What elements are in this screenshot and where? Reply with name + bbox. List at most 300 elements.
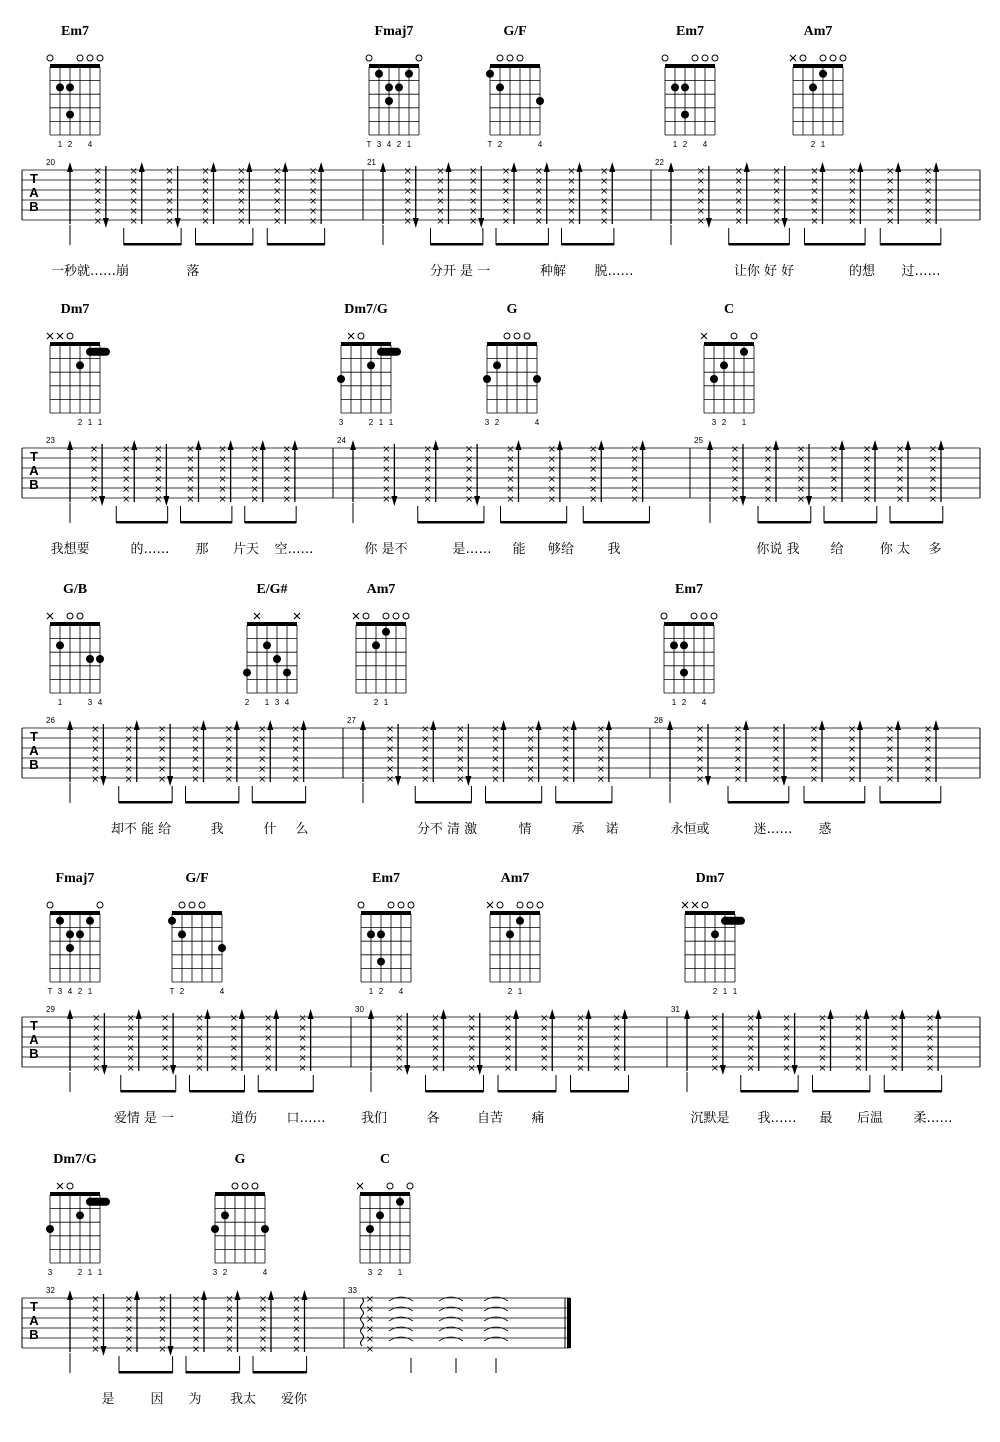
muted-note: × [165,206,174,217]
finger-number: 2 [378,987,384,996]
chord-diagram-g [211,1152,269,1277]
lyric-text: 爱你 [280,1392,308,1407]
muted-note: × [847,744,857,755]
finger-dot [66,944,74,952]
tab-clef-letter: T [30,1018,38,1033]
up-arrow-head [857,720,863,730]
strum-mark [782,1013,797,1075]
muted-note: × [576,1023,585,1034]
finger-dot [46,1225,54,1233]
down-arrow-head [720,1065,726,1075]
muted-note: × [696,166,706,177]
rhythm-beam [498,1090,556,1093]
muted-note: × [491,764,500,775]
finger-number: 1 [87,1268,93,1277]
strum-mark [380,162,386,224]
strum-mark [810,162,825,227]
up-arrow-head [441,1009,447,1019]
muted-note: × [540,1063,549,1074]
muted-note: × [730,484,740,495]
strum-mark [848,720,863,785]
muted-note: × [237,166,246,177]
strum-mark [90,444,105,506]
muted-note: × [847,764,857,775]
muted-note: × [403,216,412,227]
up-arrow-head [211,162,217,172]
muted-note: × [818,1053,827,1064]
chord-name: E/G# [256,582,288,597]
muted-note: × [423,444,432,455]
down-arrow-head [477,1065,483,1075]
muted-note: × [93,206,103,217]
chord-nut [664,622,714,626]
strum-mark [237,162,252,227]
muted-note: × [273,206,282,217]
muted-note: × [782,1053,791,1064]
strum-mark [731,444,746,506]
finger-number: 1 [406,140,412,149]
strum-mark [192,1290,207,1355]
chord-diagram-g-f [168,871,226,996]
finger-dot [96,655,104,663]
chord-nut [793,64,843,68]
lyric-text: 什 [263,822,277,837]
open-string-marker [702,55,708,61]
muted-note: × [423,454,432,465]
open-string-marker [199,902,205,908]
lyric-text: 你说 我 [756,542,800,557]
muted-note: × [308,176,318,187]
lyric-text: 口…… [286,1111,326,1126]
muted-note: × [186,454,195,465]
strum-mark [201,162,216,227]
muted-note: × [195,1013,204,1024]
muted-note: × [395,1043,404,1054]
muted-note: × [854,1023,863,1034]
muted-note: × [885,764,895,775]
muted-note: × [503,1023,513,1034]
finger-dot [486,70,494,78]
finger-dot [372,641,380,649]
finger-number: 1 [97,1268,103,1277]
muted-note: × [501,176,511,187]
finger-number: 4 [262,1268,268,1277]
muted-note: × [491,744,500,755]
muted-note: × [421,744,430,755]
chord-nut [341,342,391,346]
up-arrow-head [933,720,939,730]
muted-note: × [810,166,819,177]
open-string-marker [232,1183,238,1189]
muted-note: × [91,754,100,765]
muted-note: × [403,176,412,187]
muted-note: × [154,494,163,505]
muted-note: × [292,1314,301,1325]
strum-mark [165,166,180,228]
muted-note: × [734,196,743,207]
muted-note: × [92,1023,101,1034]
muted-note: × [886,216,895,227]
tab-clef-letter: B [29,477,39,492]
muted-note: × [730,454,740,465]
muted-note: × [526,774,535,785]
muted-note: × [923,216,933,227]
muted-note: × [589,494,598,505]
finger-dot [367,361,375,369]
muted-note: × [165,216,174,227]
chord-name: Em7 [675,582,703,597]
finger-number: 1 [57,140,63,149]
up-arrow-head [820,162,826,172]
tab-clef-letter: B [29,199,39,214]
up-arrow-head [828,1009,834,1019]
finger-dot [76,1211,84,1219]
muted-note: × [733,724,743,735]
open-string-marker [691,613,697,619]
muted-note: × [928,464,938,475]
muted-note: × [467,1043,476,1054]
finger-number: 4 [702,140,708,149]
up-arrow-head [938,440,944,450]
finger-number: T [366,140,372,149]
tab-clef-letter: A [29,1032,39,1047]
finger-dot [367,930,375,938]
lyric-text: 给 [830,542,844,557]
muted-note: × [157,774,167,785]
muted-note: × [218,454,227,465]
muted-note: × [93,186,103,197]
strum-mark [896,440,911,505]
muted-note: × [191,754,200,765]
measure-number: 28 [654,716,663,725]
muted-note: × [862,464,872,475]
lyric-text: 一秒就……崩 [50,264,130,279]
finger-dot [680,641,688,649]
chord-nut [665,64,715,68]
muted-note: × [126,1053,135,1064]
muted-note: × [547,454,557,465]
muted-note: × [258,1314,268,1325]
finger-number: 4 [534,418,540,427]
muted-note: × [829,484,839,495]
muted-note: × [612,1063,621,1074]
muted-note: × [895,494,905,505]
muted-note: × [89,494,99,505]
muted-note: × [154,454,163,465]
lyric-text: 迷…… [753,822,793,837]
muted-note: × [818,1033,827,1044]
lyric-text: 过…… [901,264,941,279]
tab-clef-letter: A [29,1313,39,1328]
muted-note: × [506,484,515,495]
strum-mark [540,1009,555,1074]
muted-note: × [540,1053,549,1064]
muted-note: × [829,494,839,505]
down-arrow-head [465,776,471,786]
muted-note: × [589,454,598,465]
finger-number: 4 [97,698,103,707]
up-arrow-head [292,440,298,450]
finger-dot [273,655,281,663]
muted-note: × [810,216,819,227]
muted-note: × [264,1023,273,1034]
rhythm-beam [486,801,542,804]
down-arrow-head [740,496,746,506]
muted-note: × [796,474,806,485]
open-string-marker [712,55,718,61]
muted-note: × [250,494,259,505]
muted-note: × [91,1334,100,1345]
muted-note: × [847,734,857,745]
chord-name: G/B [62,582,88,597]
finger-dot [366,1225,374,1233]
muted-note: × [365,1334,375,1345]
finger-dot [86,655,94,663]
muted-note: × [158,1324,167,1335]
finger-number: 2 [77,987,83,996]
muted-note: × [567,186,576,197]
muted-note: × [534,206,543,217]
muted-note: × [154,484,163,495]
open-string-marker [800,55,806,61]
muted-note: × [733,774,743,785]
rhythm-beam [186,1371,240,1374]
finger-dot [681,111,689,119]
lyric-text: 为 [188,1392,202,1407]
muted-note: × [201,166,210,177]
muted-note: × [796,484,806,495]
muted-note: × [456,764,465,775]
muted-note: × [818,1013,827,1024]
muted-note: × [696,176,706,187]
lyric-text: 分不 清 激 [416,822,478,837]
muted-note: × [862,494,872,505]
finger-number: T [487,140,493,149]
muted-note: × [157,724,167,735]
muted-note: × [291,744,300,755]
lyric-text: 情 [518,822,532,837]
muted-note: × [258,1344,268,1355]
muted-note: × [456,754,465,765]
muted-note: × [890,1063,899,1074]
up-arrow-head [368,1009,374,1019]
muted-note: × [612,1053,621,1064]
muted-note: × [191,774,200,785]
up-arrow-head [228,440,234,450]
finger-dot [375,70,383,78]
muted-note: × [696,216,706,227]
muted-note: × [436,166,445,177]
rhythm-beam [496,243,548,246]
muted-note: × [157,764,167,775]
strum-mark [67,440,73,502]
rhythm-beam [804,801,865,804]
muted-note: × [298,1033,307,1044]
muted-note: × [923,186,933,197]
strum-mark [772,166,787,228]
muted-note: × [567,216,576,227]
strum-mark [273,162,288,227]
lyric-text: 惑 [818,822,832,837]
muted-note: × [258,744,267,755]
strum-mark [92,1013,107,1075]
muted-note: × [746,1043,755,1054]
finger-number: 2 [507,987,513,996]
muted-note: × [710,1013,720,1024]
up-arrow-head [268,1290,274,1300]
finger-number: 1 [820,140,826,149]
muted-note: × [250,454,259,465]
muted-note: × [501,186,511,197]
muted-note: × [467,1063,476,1074]
strum-mark [848,162,863,227]
chord-name: Em7 [372,871,400,886]
open-string-marker [398,902,404,908]
up-arrow-head [360,720,366,730]
finger-number: 4 [386,140,392,149]
down-arrow-head [706,218,712,228]
up-arrow-head [516,440,522,450]
muted-note: × [526,764,535,775]
muted-note: × [540,1033,549,1044]
muted-note: × [421,734,430,745]
muted-note: × [431,1023,440,1034]
muted-note: × [282,494,292,505]
muted-note: × [165,176,174,187]
muted-note: × [154,474,163,485]
finger-number: 4 [701,698,707,707]
rhythm-beam [741,1090,798,1093]
muted-note: × [746,1013,755,1024]
finger-number: 4 [67,987,73,996]
muted-note: × [469,166,478,177]
strum-mark [747,1009,762,1074]
muted-note: × [630,474,639,485]
muted-note: × [229,1063,239,1074]
finger-number: 1 [722,987,728,996]
open-string-marker [87,55,93,61]
muted-note: × [382,474,391,485]
measure-number: 30 [355,1005,364,1014]
lyric-text: 因 [150,1392,164,1407]
finger-number: 3 [338,418,344,427]
muted-note: × [224,774,234,785]
muted-note: × [829,464,839,475]
open-string-marker [504,333,510,339]
muted-note: × [225,1294,234,1305]
measure-number: 26 [46,716,55,725]
finger-dot [178,930,186,938]
down-arrow-head [167,776,173,786]
open-string-marker [702,902,708,908]
finger-dot [680,669,688,677]
muted-note: × [782,1043,791,1054]
finger-number: 3 [87,698,93,707]
down-arrow-head [163,496,169,506]
muted-note: × [589,444,598,455]
muted-note: × [237,216,246,227]
up-arrow-head [839,440,845,450]
muted-note: × [710,1063,720,1074]
measure-number: 22 [655,158,664,167]
rhythm-beam [190,1090,245,1093]
finger-dot [56,641,64,649]
muted-note: × [421,774,430,785]
open-string-marker [840,55,846,61]
muted-note: × [291,764,300,775]
muted-note: × [92,1033,101,1044]
muted-note: × [308,166,318,177]
muted-note: × [282,464,292,475]
muted-note: × [365,1344,375,1355]
open-string-marker [67,613,73,619]
finger-number: 1 [87,987,93,996]
open-string-marker [242,1183,248,1189]
strum-mark [158,1294,173,1356]
finger-dot [405,70,413,78]
rhythm-beam [253,1371,307,1374]
finger-number: 2 [682,140,688,149]
up-arrow-head [446,162,452,172]
muted-note: × [191,1304,201,1315]
lyric-text: 你 是不 [364,542,408,557]
muted-note: × [561,724,570,735]
muted-note: × [733,744,743,755]
muted-note: × [469,186,478,197]
muted-note: × [734,176,743,187]
strum-mark [360,720,366,782]
rhythm-beam [119,1371,173,1374]
muted-note: × [925,1043,935,1054]
muted-note: × [885,734,895,745]
up-arrow-head [557,440,563,450]
muted-note: × [730,494,740,505]
muted-note: × [237,196,246,207]
strum-mark [810,720,825,785]
lyric-text: 道伤 [230,1111,258,1126]
tab-clef-letter: T [30,729,38,744]
strum-mark [567,162,582,227]
muted-note: × [469,206,478,217]
muted-note: × [165,196,174,207]
muted-note: × [772,176,781,187]
muted-note: × [431,1053,440,1064]
muted-note: × [258,724,267,735]
tab-clef-letter: B [29,1046,39,1061]
finger-dot [377,958,385,966]
up-arrow-head [134,1290,140,1300]
muted-note: × [885,724,895,735]
muted-note: × [436,176,445,187]
muted-note: × [464,474,474,485]
muted-note: × [596,724,606,735]
finger-number: 1 [97,418,103,427]
finger-number: 3 [47,1268,53,1277]
lyric-text: 是…… [452,542,492,557]
muted-note: × [160,1033,170,1044]
muted-note: × [124,764,133,775]
muted-note: × [385,774,395,785]
lyric-text: 的想 [848,264,876,279]
finger-number: 2 [373,698,379,707]
finger-dot [496,83,504,91]
strum-mark [926,1009,941,1074]
muted-note: × [503,1043,513,1054]
muted-note: × [809,734,819,745]
muted-note: × [124,734,133,745]
muted-note: × [160,1023,170,1034]
finger-number: 2 [179,987,185,996]
